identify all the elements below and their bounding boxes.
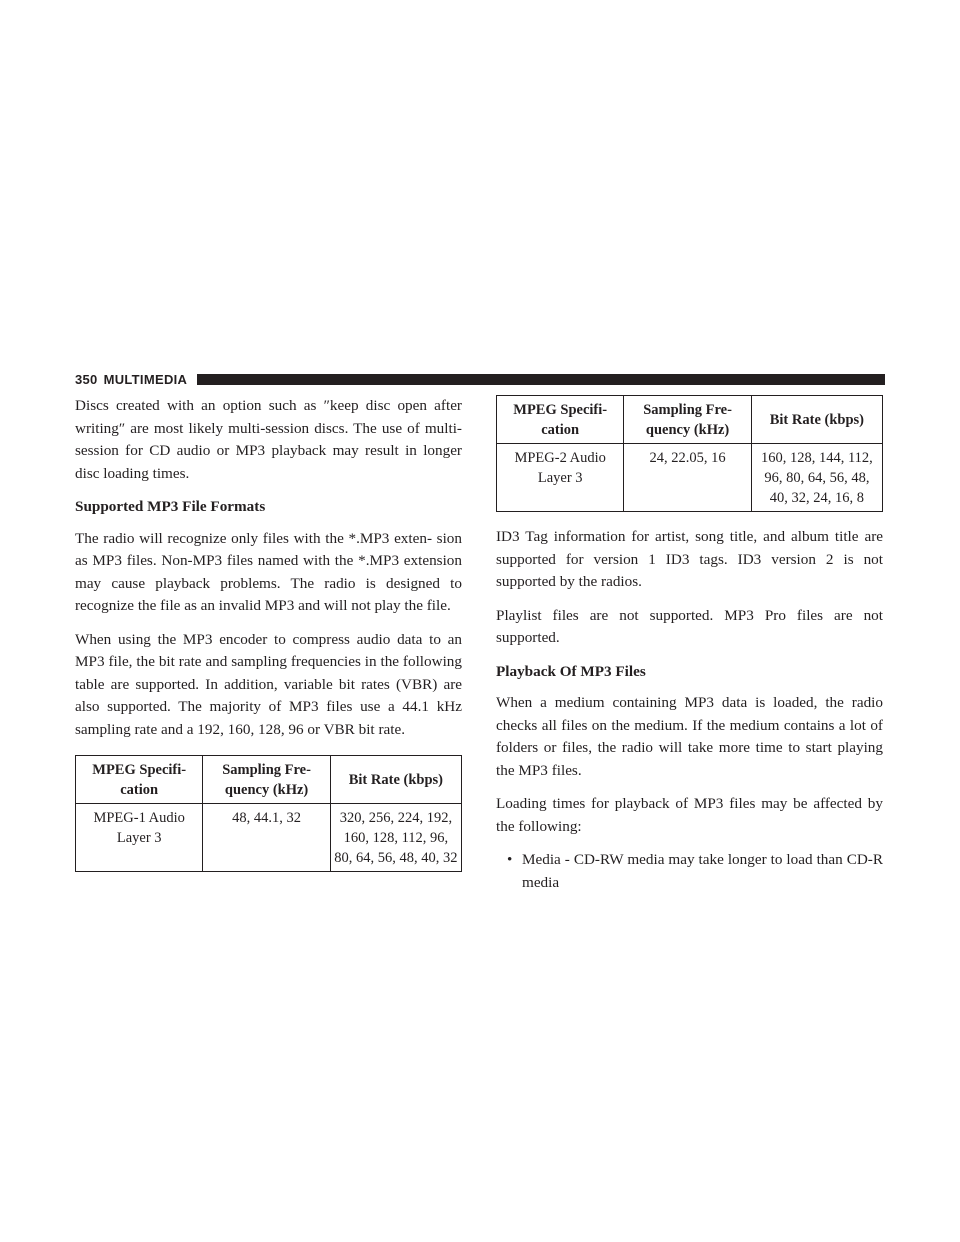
paragraph-playlist: Playlist files are not supported. MP3 Pro files are not supported. <box>496 606 883 646</box>
column-header: Sampling Fre- quency (kHz) <box>624 396 751 444</box>
heading-supported-formats: Supported MP3 File Formats <box>75 498 266 515</box>
paragraph-encoder: When using the MP3 encoder to compress audio data to an MP3 file, the bit rate and sampling frequencies in the following table are supported. In addition, variable bit rates (VBR) are also supported. The majority of MP3 files use a 44.1 kHz sampling rate and a 192, 160, 128, 96 or VBR bit rate. <box>75 630 462 738</box>
paragraph-medium: When a medium containing MP3 data is loaded, the radio checks all files on the medium. If the medium contains a lot of folders or files, the radio will take more time to start playing the MP3 files. <box>496 694 883 779</box>
list-item-text: Media - CD-RW media may take longer to load than CD-R media <box>522 851 883 891</box>
column-header: MPEG Specifi- cation <box>76 756 203 804</box>
table-cell: 24, 22.05, 16 <box>624 444 751 512</box>
mpeg1-spec-table <box>75 755 462 872</box>
bullet-icon: • <box>507 851 513 868</box>
loading-factors-list <box>496 849 883 894</box>
column-header: Bit Rate (kbps) <box>330 756 461 804</box>
heading-playback: Playback Of MP3 Files <box>496 662 646 680</box>
table-cell: 320, 256, 224, 192, 160, 128, 112, 96, 80, 64, 56, 48, 40, 32 <box>330 804 461 872</box>
paragraph-loading-times: Loading times for playback of MP3 files may be affected by the following: <box>496 795 883 835</box>
list-item <box>496 849 883 894</box>
table-cell: 160, 128, 144, 112, 96, 80, 64, 56, 48, 40, 32, 24, 16, 8 <box>751 444 882 512</box>
paragraph-id3: ID3 Tag information for artist, song title, and album title are supported for version 1 ID3 tags. ID3 version 2 is not supported by the radios. <box>496 528 883 590</box>
section-title: MULTIMEDIA <box>103 371 188 387</box>
paragraph-recognize: The radio will recognize only files with the *.MP3 exten- sion as MP3 files. Non-MP3 files named with the *.MP3 extension may cause playback problems. The radio is designed to recognize the file as an invalid MP3 and will not play the file. <box>75 529 462 614</box>
header-rule <box>197 374 885 385</box>
table-cell: MPEG-1 Audio Layer 3 <box>76 804 203 872</box>
table-header-row <box>76 756 462 804</box>
column-header: MPEG Specifi- cation <box>497 396 624 444</box>
page-header <box>75 370 885 388</box>
table-row <box>76 804 462 872</box>
paragraph-multisession: Discs created with an option such as ″keep disc open after writing″ are most likely multi-session discs. The use of multi-session for CD audio or MP3 playback may result in longer disc loading times. <box>75 397 462 482</box>
table-cell: 48, 44.1, 32 <box>203 804 330 872</box>
mpeg2-spec-table <box>496 395 883 512</box>
table-header-row <box>497 396 883 444</box>
right-column <box>496 395 883 894</box>
column-header: Bit Rate (kbps) <box>751 396 882 444</box>
table-row <box>497 444 883 512</box>
table-cell: MPEG-2 Audio Layer 3 <box>497 444 624 512</box>
left-column <box>75 395 462 886</box>
column-header: Sampling Fre- quency (kHz) <box>203 756 330 804</box>
page-number: 350 <box>75 371 98 387</box>
